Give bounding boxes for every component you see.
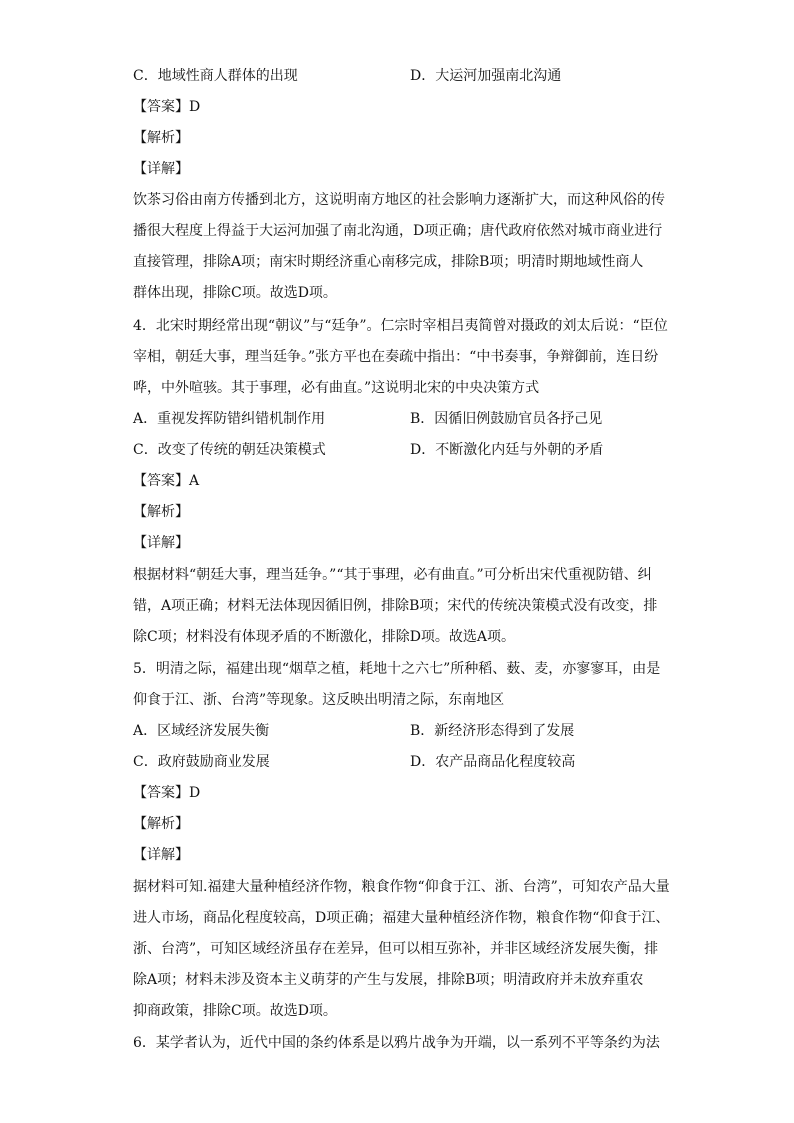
q4-option-d: D．不断激化内廷与外朝的矛盾	[410, 442, 604, 458]
q3-explanation-line: 播很大程度上得益于大运河加强了南北沟通，D项正确；唐代政府依然对城市商业进行	[133, 223, 663, 239]
q5-explanation-line: 抑商政策，排除C项。故选D项。	[133, 1003, 337, 1019]
q5-answer: 【答案】D	[133, 785, 201, 801]
q5-detail-label: 【详解】	[133, 847, 189, 863]
q5-stem-line: 仰食于江、浙、台湾”等现象。这反映出明清之际，东南地区	[133, 692, 505, 708]
q4-option-a: A．重视发挥防错纠错机制作用	[133, 411, 326, 427]
q6-stem-line: 6．某学者认为，近代中国的条约体系是以鸦片战争为开端，以一系列不平等条约为法	[133, 1035, 660, 1051]
q5-explanation-line: 据材料可知.福建大量种植经济作物，粮食作物“仰食于江、浙、台湾”，可知农产品大量	[133, 879, 670, 895]
q4-explanation-line: 根据材料“朝廷大事，理当廷争。”“其于事理，必有曲直。”可分析出宋代重视防错、纠	[133, 567, 652, 583]
q5-explanation-line: 浙、台湾”，可知区域经济虽存在差异，但可以相互弥补，并非区域经济发展失衡，排	[133, 941, 659, 957]
q3-answer: 【答案】D	[133, 99, 201, 115]
q5-option-b: B．新经济形态得到了发展	[410, 723, 575, 739]
q3-explanation-line: 直接管理，排除A项；南宋时期经济重心南移完成，排除B项；明清时期地域性商人	[133, 254, 644, 270]
q4-option-c: C．改变了传统的朝廷决策模式	[133, 442, 326, 458]
q5-analysis-label: 【解析】	[133, 816, 189, 832]
q3-detail-label: 【详解】	[133, 161, 189, 177]
q5-stem-line: 5．明清之际，福建出现“烟草之植，耗地十之六七”所种稻、薮、麦，亦寥寥耳，由是	[133, 661, 661, 677]
q3-options-row-2	[133, 66, 663, 86]
q4-option-b: B．因循旧例鼓励官员各抒己见	[410, 411, 603, 427]
q3-explanation-line: 饮茶习俗由南方传播到北方，这说明南方地区的社会影响力逐渐扩大，而这种风俗的传	[133, 192, 665, 208]
q4-options-row-2	[133, 440, 663, 460]
q4-explanation-line: 除C项；材料没有体现矛盾的不断激化，排除D项。故选A项。	[133, 629, 516, 645]
q4-detail-label: 【详解】	[133, 535, 189, 551]
q3-option-d: D．大运河加强南北沟通	[410, 68, 562, 84]
q4-stem-line: 4．北宋时期经常出现“朝议”与“廷争”。仁宗时宰相吕夷简曾对摄政的刘太后说：“臣位	[133, 318, 668, 334]
q4-stem-line: 哗，中外喧骇。其于事理，必有曲直。”这说明北宋的中央决策方式	[133, 380, 540, 396]
q5-option-d: D．农产品商品化程度较高	[410, 754, 576, 770]
q5-options-row-1	[133, 721, 663, 741]
q5-options-row-2	[133, 752, 663, 772]
q5-explanation-line: 进人市场，商品化程度较高，D项正确；福建大量种植经济作物，粮食作物“仰食于江、	[133, 910, 670, 926]
q5-option-a: A．区域经济发展失衡	[133, 723, 270, 739]
q3-explanation-line: 群体出现，排除C项。故选D项。	[133, 285, 337, 301]
q4-analysis-label: 【解析】	[133, 504, 189, 520]
q5-explanation-line: 除A项；材料未涉及资本主义萌芽的产生与发展，排除B项；明清政府并未放弃重农	[133, 972, 644, 988]
q4-stem-line: 宰相，朝廷大事，理当廷争。”张方平也在奏疏中指出：“中书奏事，争辩御前，连日纷	[133, 349, 659, 365]
q4-explanation-line: 错，A项正确；材料无法体现因循旧例，排除B项；宋代的传统决策模式没有改变，排	[133, 598, 658, 614]
q3-option-c: C．地域性商人群体的出现	[133, 68, 298, 84]
q5-option-c: C．政府鼓励商业发展	[133, 754, 270, 770]
q4-options-row-1	[133, 409, 663, 429]
q4-answer: 【答案】A	[133, 473, 200, 489]
q3-analysis-label: 【解析】	[133, 130, 189, 146]
